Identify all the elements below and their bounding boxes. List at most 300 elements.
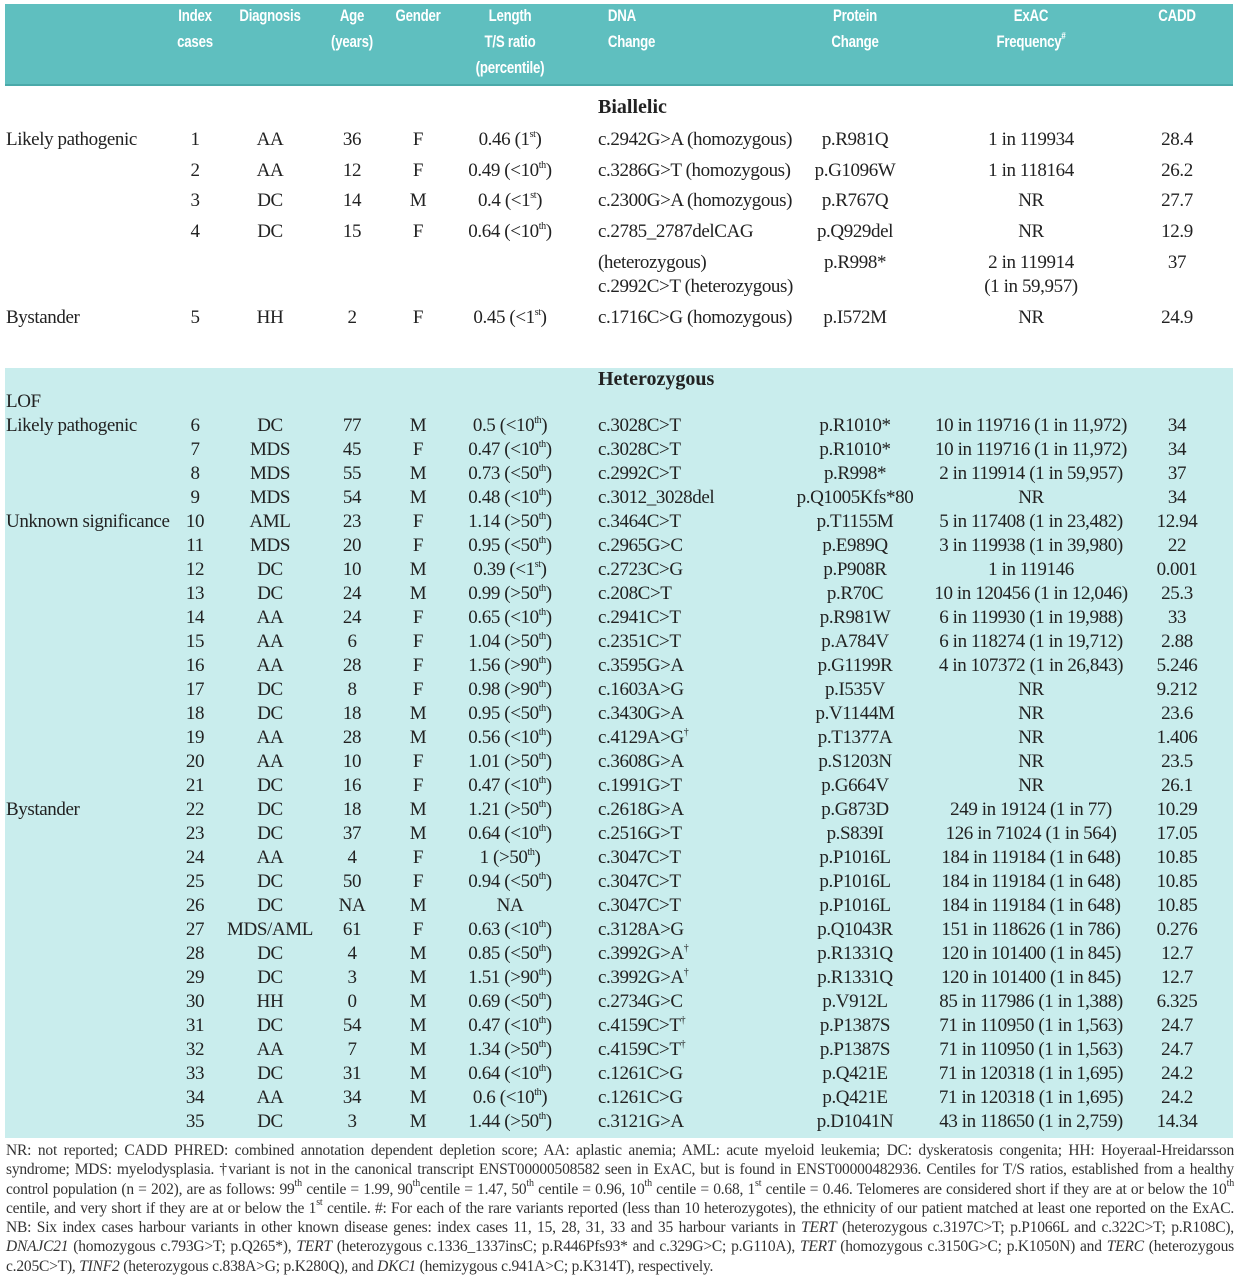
- ts-value: 0.73: [468, 463, 500, 484]
- index-case: 34: [185, 1087, 205, 1108]
- cadd-score: 26.1: [1161, 775, 1193, 796]
- percentile: 10: [520, 439, 539, 460]
- footnote-segment: NR: not reported; CADD PHRED: combined annotation dependent depletion score; AA: aplastic anemia; AML: acute myeloid leukemia; DC: dyskeratosis congenita; HH: Hoyeraal-Hreidarsson syndrome; MDS: myelodysplasia.: [6, 1142, 1234, 1179]
- percentile-comparator: <: [515, 559, 526, 580]
- footnote-segment: (heterozygous c.3197C>T; p.P1066L and c.322C>T; p.R108C),: [836, 1219, 1234, 1237]
- dna-change-text: c.4159C>T: [598, 1039, 681, 1060]
- diagnosis: DC: [257, 559, 283, 580]
- cadd-score: 12.9: [1161, 221, 1193, 242]
- index-case: 27: [185, 919, 205, 940]
- dna-change-text: c.2941C>T: [598, 607, 681, 628]
- age: 15: [342, 221, 362, 242]
- header-label: Length T/S ratio (percentile): [475, 6, 545, 77]
- dna-change: [598, 630, 798, 654]
- percentile: 10: [520, 823, 539, 844]
- exac-frequency: 4 in 107372 (1 in 26,843): [938, 655, 1124, 676]
- age: 8: [347, 679, 357, 700]
- length-ts-ratio: 0.5 (<10th): [472, 415, 548, 436]
- length-ts-ratio: 0.49 (<10th): [468, 160, 552, 181]
- gender: M: [409, 991, 427, 1012]
- dna-change: [598, 654, 798, 678]
- cadd-score: 24.9: [1161, 307, 1193, 328]
- percentile-comparator: <: [510, 1063, 521, 1084]
- percentile-comparator: <: [505, 415, 517, 436]
- gender: M: [409, 1087, 427, 1108]
- gender: M: [409, 487, 427, 508]
- age: 4: [347, 847, 357, 868]
- dna-change: [598, 462, 798, 486]
- length-ts-ratio: 1.01 (>50th): [468, 751, 552, 772]
- length-ts-ratio: 0.64 (<10th): [468, 823, 552, 844]
- gender: F: [412, 775, 424, 796]
- ts-value: 0.95: [468, 535, 500, 556]
- dna-change-text: c.1261C>G: [598, 1063, 683, 1084]
- exac-frequency: 6 in 118274 (1 in 19,712): [939, 631, 1123, 652]
- gender: F: [412, 439, 424, 460]
- length-ts-ratio: 0.69 (<50th): [468, 991, 552, 1012]
- ts-value: 0.48: [468, 487, 500, 508]
- gender: F: [412, 871, 424, 892]
- gender: F: [412, 751, 424, 772]
- age: 28: [342, 727, 362, 748]
- percentile: 10: [520, 919, 539, 940]
- ts-value: 0.64: [468, 221, 500, 242]
- ts-value: 1.56: [468, 655, 500, 676]
- gender: M: [409, 463, 427, 484]
- percentile-suffix: th: [538, 487, 546, 498]
- gender: F: [412, 160, 424, 181]
- ts-value: 1: [479, 847, 494, 868]
- footnote-segment: centile = 1.99, 90: [301, 1180, 413, 1198]
- exac-frequency: 71 in 120318 (1 in 1,695): [938, 1063, 1124, 1084]
- diagnosis: AA: [256, 1039, 284, 1060]
- percentile-suffix: st: [529, 129, 536, 140]
- age: 18: [342, 703, 362, 724]
- length-ts-ratio: 0.56 (<10th): [468, 727, 552, 748]
- percentile: 50: [520, 751, 539, 772]
- age: 61: [342, 919, 362, 940]
- diagnosis: DC: [257, 1111, 283, 1132]
- header-sup: #: [1061, 31, 1066, 42]
- dna-change-text: c.3992G>A: [598, 967, 684, 988]
- length-ts-ratio: 1.04 (>50th): [468, 631, 552, 652]
- percentile-suffix: th: [538, 967, 546, 978]
- footnote-segment: centile = 0.96, 10: [533, 1180, 645, 1198]
- dna-change-text: c.2516G>T: [598, 823, 682, 844]
- exac-frequency: 2 in 119914 (1 in 59,957): [984, 252, 1078, 297]
- cadd-score: 26.2: [1161, 160, 1193, 181]
- percentile-comparator: <: [510, 703, 521, 724]
- dna-change-text: c.1261C>G: [598, 1087, 683, 1108]
- footnote-segment: centile = 1.47, 50: [420, 1180, 527, 1198]
- ts-value: 0.65: [468, 607, 500, 628]
- dagger-mark: †: [683, 943, 689, 954]
- protein-change: p.P908R: [823, 559, 887, 580]
- protein-change: p.G664V: [821, 775, 889, 796]
- age: 18: [342, 799, 362, 820]
- ts-value: 0.4: [477, 190, 505, 211]
- header-label: Protein Change: [831, 6, 879, 51]
- cadd-score: 17.05: [1156, 823, 1198, 844]
- length-ts-ratio: 0.64 (<10th): [468, 221, 552, 242]
- ts-value: 0.64: [468, 823, 500, 844]
- footnote-segment: †: [219, 1161, 229, 1179]
- protein-change: p.Q1043R: [817, 919, 893, 940]
- percentile-comparator: <: [510, 727, 521, 748]
- row-category: Likely pathogenic: [6, 415, 137, 436]
- gender: F: [412, 535, 424, 556]
- header-label: Diagnosis: [239, 6, 301, 25]
- index-case: 17: [185, 679, 205, 700]
- exac-frequency: 6 in 119930 (1 in 19,988): [939, 607, 1123, 628]
- gender: F: [412, 655, 424, 676]
- dna-change: [598, 582, 798, 606]
- percentile-suffix: th: [538, 463, 546, 474]
- percentile-comparator: >: [510, 655, 521, 676]
- exac-frequency: 126 in 71024 (1 in 564): [945, 823, 1117, 844]
- percentile-comparator: <: [510, 943, 521, 964]
- protein-change: p.I535V: [825, 679, 885, 700]
- gender: M: [409, 190, 427, 211]
- index-case: 5: [190, 307, 200, 328]
- dna-change: [598, 534, 798, 558]
- index-case: 18: [185, 703, 205, 724]
- percentile-comparator: >: [510, 511, 521, 532]
- gender: F: [412, 129, 424, 150]
- dna-change: [598, 726, 798, 750]
- dna-change-text: c.3286G>T (homozygous): [598, 160, 791, 181]
- index-case: 13: [185, 583, 205, 604]
- percentile-suffix: th: [538, 583, 546, 594]
- footnote-segment: th: [526, 1177, 534, 1189]
- diagnosis: DC: [257, 895, 283, 916]
- footnote-segment: centile = 0.68, 1: [651, 1180, 756, 1198]
- cadd-score: 0.001: [1156, 559, 1198, 580]
- gender: M: [409, 943, 427, 964]
- diagnosis: AA: [256, 607, 284, 628]
- length-ts-ratio: 0.45 (<1st): [473, 307, 547, 328]
- protein-change: p.P1016L: [819, 847, 891, 868]
- dna-change-text: c.2942G>A (homozygous): [598, 129, 793, 150]
- percentile-suffix: th: [538, 799, 546, 810]
- age: 24: [342, 607, 362, 628]
- header-exac: [944, 3, 1117, 55]
- dna-change: [598, 306, 798, 330]
- cadd-score: 12.7: [1161, 967, 1193, 988]
- percentile-comparator: <: [510, 160, 521, 181]
- exac-frequency: 184 in 119184 (1 in 648): [941, 895, 1121, 916]
- percentile: 90: [520, 967, 539, 988]
- footnote-segment: st: [316, 1196, 323, 1208]
- exac-frequency: 2 in 119914 (1 in 59,957): [939, 463, 1123, 484]
- ts-value: 1.44: [468, 1111, 500, 1132]
- dna-change-text: c.3028C>T: [598, 439, 681, 460]
- protein-change: p.R981Q: [821, 129, 889, 150]
- footnote-segment: TERT: [801, 1219, 837, 1237]
- percentile-suffix: st: [534, 559, 541, 570]
- cadd-score: 10.85: [1156, 895, 1198, 916]
- cadd-score: 24.2: [1161, 1063, 1193, 1084]
- percentile-suffix: th: [538, 160, 546, 171]
- header-label: Index cases: [177, 6, 213, 51]
- footnote-segment: centile. #: For each of the rare variants reported (less than 10 heterozygotes), the ethnicity of our patient matched at least one reported on the ExAC. NB:: [6, 1199, 1235, 1237]
- header-dna: [608, 3, 678, 55]
- footnote-segment: TERT: [799, 1238, 836, 1256]
- age: 24: [342, 583, 362, 604]
- percentile-suffix: st: [534, 307, 541, 318]
- row-category: Likely pathogenic: [6, 129, 137, 150]
- dagger-mark: †: [680, 1015, 686, 1026]
- length-ts-ratio: 0.47 (<10th): [468, 775, 552, 796]
- index-case: 30: [185, 991, 205, 1012]
- gender: F: [412, 511, 424, 532]
- diagnosis: HH: [256, 307, 284, 328]
- protein-change: p.Q1005Kfs*80: [796, 487, 914, 508]
- ts-value: 0.98: [468, 679, 500, 700]
- protein-change: p.V912L: [822, 991, 888, 1012]
- dagger-mark: †: [680, 1039, 686, 1050]
- dna-change: [598, 606, 798, 630]
- header-protein: [804, 3, 905, 55]
- protein-change: p.Q929del: [816, 221, 894, 242]
- index-case: 2: [190, 160, 200, 181]
- cadd-score: 34: [1167, 439, 1187, 460]
- percentile: 50: [520, 463, 539, 484]
- percentile-suffix: th: [538, 535, 546, 546]
- exac-frequency: 1 in 119934: [988, 129, 1074, 150]
- gender: M: [409, 1015, 427, 1036]
- index-case: 14: [185, 607, 205, 628]
- dna-change-text: c.1991G>T: [598, 775, 682, 796]
- length-ts-ratio: 0.98 (>90th): [468, 679, 552, 700]
- cadd-score: 14.34: [1156, 1111, 1198, 1132]
- header-cadd: [1148, 3, 1206, 29]
- header-diagnosis: [233, 3, 308, 29]
- dna-change-text: c.208C>T: [598, 583, 672, 604]
- age: 16: [342, 775, 362, 796]
- exac-frequency: 71 in 120318 (1 in 1,695): [938, 1087, 1124, 1108]
- dna-change-text: c.2965G>C: [598, 535, 683, 556]
- percentile-suffix: th: [538, 607, 546, 618]
- cadd-score: 27.7: [1161, 190, 1193, 211]
- age: 37: [342, 823, 362, 844]
- footnote-segment: centile, and very short if they are at or below the 1: [6, 1199, 317, 1217]
- dna-change-text: c.2785_2787delCAG: [598, 221, 754, 242]
- percentile: 10: [516, 415, 535, 436]
- length-ts-ratio: 0.95 (<50th): [468, 535, 552, 556]
- diagnosis: DC: [257, 583, 283, 604]
- gender: M: [409, 703, 427, 724]
- length-ts-ratio: 0.94 (<50th): [468, 871, 552, 892]
- dna-change: [598, 438, 798, 462]
- percentile-suffix: th: [538, 943, 546, 954]
- dna-change-text: c.2734G>C: [598, 991, 683, 1012]
- exac-frequency: 120 in 101400 (1 in 845): [941, 943, 1121, 964]
- length-ts-ratio: 1.56 (>90th): [468, 655, 552, 676]
- dagger-mark: †: [683, 727, 689, 738]
- protein-change: p.R1010*: [819, 415, 891, 436]
- age: 23: [342, 511, 362, 532]
- dna-change-text: c.1716C>G (homozygous): [598, 307, 793, 328]
- header-index: [176, 3, 215, 55]
- ts-value: 0.5: [472, 415, 500, 436]
- protein-change: p.R767Q: [821, 190, 889, 211]
- length-ts-ratio: 1.14 (>50th): [468, 511, 552, 532]
- percentile: 1: [525, 559, 535, 580]
- diagnosis: AML: [249, 511, 291, 532]
- header-length: [463, 3, 557, 81]
- length-ts-ratio: [450, 894, 570, 918]
- dna-change: [598, 1014, 798, 1038]
- protein-change: p.R998*: [823, 252, 887, 273]
- percentile: 50: [520, 991, 539, 1012]
- cadd-score: 28.4: [1161, 129, 1193, 150]
- footnote-segment: (heterozygous c.838A>G; p.K280Q), and: [119, 1257, 378, 1275]
- cadd-score: 1.406: [1156, 727, 1198, 748]
- index-case: 24: [185, 847, 205, 868]
- protein-change: p.V1144M: [815, 703, 895, 724]
- ts-value: NA: [496, 895, 524, 916]
- percentile-comparator: >: [498, 847, 510, 868]
- index-case: 20: [185, 751, 205, 772]
- diagnosis: AA: [256, 751, 284, 772]
- percentile: 90: [520, 679, 539, 700]
- dna-change: [598, 486, 798, 510]
- ts-value: 0.94: [468, 871, 500, 892]
- index-case: 12: [185, 559, 205, 580]
- dna-change: [598, 1038, 798, 1062]
- exac-frequency: 249 in 19124 (1 in 77): [950, 799, 1112, 820]
- age: 36: [342, 129, 362, 150]
- cadd-score: 23.5: [1161, 751, 1193, 772]
- gender: F: [412, 221, 424, 242]
- dna-change-text: c.2618G>A: [598, 799, 684, 820]
- age: 28: [342, 655, 362, 676]
- length-ts-ratio: 0.65 (<10th): [468, 607, 552, 628]
- diagnosis: MDS/AML: [227, 919, 313, 940]
- gender: F: [412, 631, 424, 652]
- protein-change: p.D1041N: [816, 1111, 894, 1132]
- cadd-score: 34: [1167, 487, 1187, 508]
- percentile-suffix: th: [538, 1015, 546, 1026]
- footnote-segment: th: [294, 1177, 302, 1189]
- protein-change: p.T1377A: [817, 727, 893, 748]
- exac-frequency: NR: [1018, 727, 1044, 748]
- age: 10: [342, 751, 362, 772]
- length-ts-ratio: 0.4 (<1st): [477, 190, 543, 211]
- footnote-segment: TERC: [1106, 1238, 1144, 1256]
- exac-frequency: 10 in 119716 (1 in 11,972): [935, 439, 1127, 460]
- dna-change: [598, 678, 798, 702]
- ts-value: 0.56: [468, 727, 500, 748]
- exac-frequency: 5 in 117408 (1 in 23,482): [939, 511, 1123, 532]
- percentile-suffix: th: [538, 511, 546, 522]
- age: 14: [342, 190, 362, 211]
- index-case: 23: [185, 823, 205, 844]
- diagnosis: AA: [256, 1087, 284, 1108]
- percentile-suffix: th: [538, 221, 546, 232]
- footnote-segment: (hemizygous c.941A>C; p.K314T), respectively.: [415, 1257, 714, 1275]
- cadd-score: 37: [1167, 252, 1187, 273]
- percentile: 10: [516, 1087, 535, 1108]
- ts-value: 0.6: [472, 1087, 500, 1108]
- age: 55: [342, 463, 362, 484]
- dna-change-text: c.3121G>A: [598, 1111, 684, 1132]
- percentile-suffix: th: [527, 847, 535, 858]
- percentile-comparator: <: [510, 919, 521, 940]
- exac-frequency: NR: [1018, 751, 1044, 772]
- diagnosis: DC: [257, 1063, 283, 1084]
- index-case: 32: [185, 1039, 205, 1060]
- exac-frequency: 1 in 119146: [988, 559, 1074, 580]
- lof-label: LOF: [6, 391, 41, 412]
- footnote-segment: DNAJC21: [6, 1238, 69, 1256]
- dna-change: [598, 159, 798, 183]
- dna-change-text: c.3128A>G: [598, 919, 684, 940]
- ts-value: 0.64: [468, 1063, 500, 1084]
- cadd-score: 23.6: [1161, 703, 1193, 724]
- cadd-score: 24.7: [1161, 1015, 1193, 1036]
- protein-change: p.R1331Q: [817, 943, 893, 964]
- gender: F: [412, 607, 424, 628]
- footnote-segment: TERT: [296, 1238, 332, 1256]
- footnote-segment: (homozygous c.793G>T; p.Q265*),: [68, 1238, 297, 1256]
- footnote-segment: (heterozygous c.1336_1337insC; p.R446Pfs93* and c.329G>C; p.G110A),: [331, 1238, 800, 1256]
- percentile-comparator: >: [510, 967, 521, 988]
- exac-frequency: NR: [1018, 221, 1044, 242]
- gender: M: [409, 415, 427, 436]
- percentile-comparator: >: [510, 799, 521, 820]
- diagnosis: MDS: [250, 463, 290, 484]
- diagnosis: MDS: [250, 487, 290, 508]
- percentile: 1: [521, 190, 531, 211]
- dna-change: [598, 870, 798, 894]
- ts-value: 0.85: [468, 943, 500, 964]
- length-ts-ratio: 1.21 (>50th): [468, 799, 552, 820]
- percentile-comparator: <: [510, 221, 521, 242]
- percentile-suffix: th: [534, 1087, 542, 1098]
- percentile-comparator: <: [510, 535, 521, 556]
- age: 45: [342, 439, 362, 460]
- ts-value: 0.49: [468, 160, 500, 181]
- dna-change: [598, 942, 798, 966]
- header-label: DNA Change: [607, 6, 656, 51]
- exac-frequency: 1 in 118164: [988, 160, 1074, 181]
- length-ts-ratio: 0.6 (<10th): [472, 1087, 548, 1108]
- dna-change-text: c.2723C>G: [598, 559, 683, 580]
- index-case: 7: [190, 439, 200, 460]
- dna-change-text: c.4129A>G: [598, 727, 684, 748]
- index-case: 4: [190, 221, 200, 242]
- dna-change-text: c.3047C>T: [598, 847, 681, 868]
- percentile-suffix: th: [538, 703, 546, 714]
- exac-frequency: NR: [1018, 487, 1044, 508]
- dna-change-text: c.3012_3028del: [598, 487, 715, 508]
- dna-change-text: c.3047C>T: [598, 895, 681, 916]
- percentile: 10: [520, 1063, 539, 1084]
- diagnosis: AA: [256, 847, 284, 868]
- diagnosis: AA: [256, 129, 284, 150]
- percentile-comparator: <: [510, 607, 521, 628]
- index-case: 16: [185, 655, 205, 676]
- percentile-suffix: th: [538, 823, 546, 834]
- protein-change: p.R70C: [826, 583, 884, 604]
- cadd-score: 34: [1167, 415, 1187, 436]
- protein-change: p.A784V: [821, 631, 889, 652]
- age: 4: [347, 943, 357, 964]
- dna-change: [598, 510, 798, 534]
- percentile-comparator: <: [510, 823, 521, 844]
